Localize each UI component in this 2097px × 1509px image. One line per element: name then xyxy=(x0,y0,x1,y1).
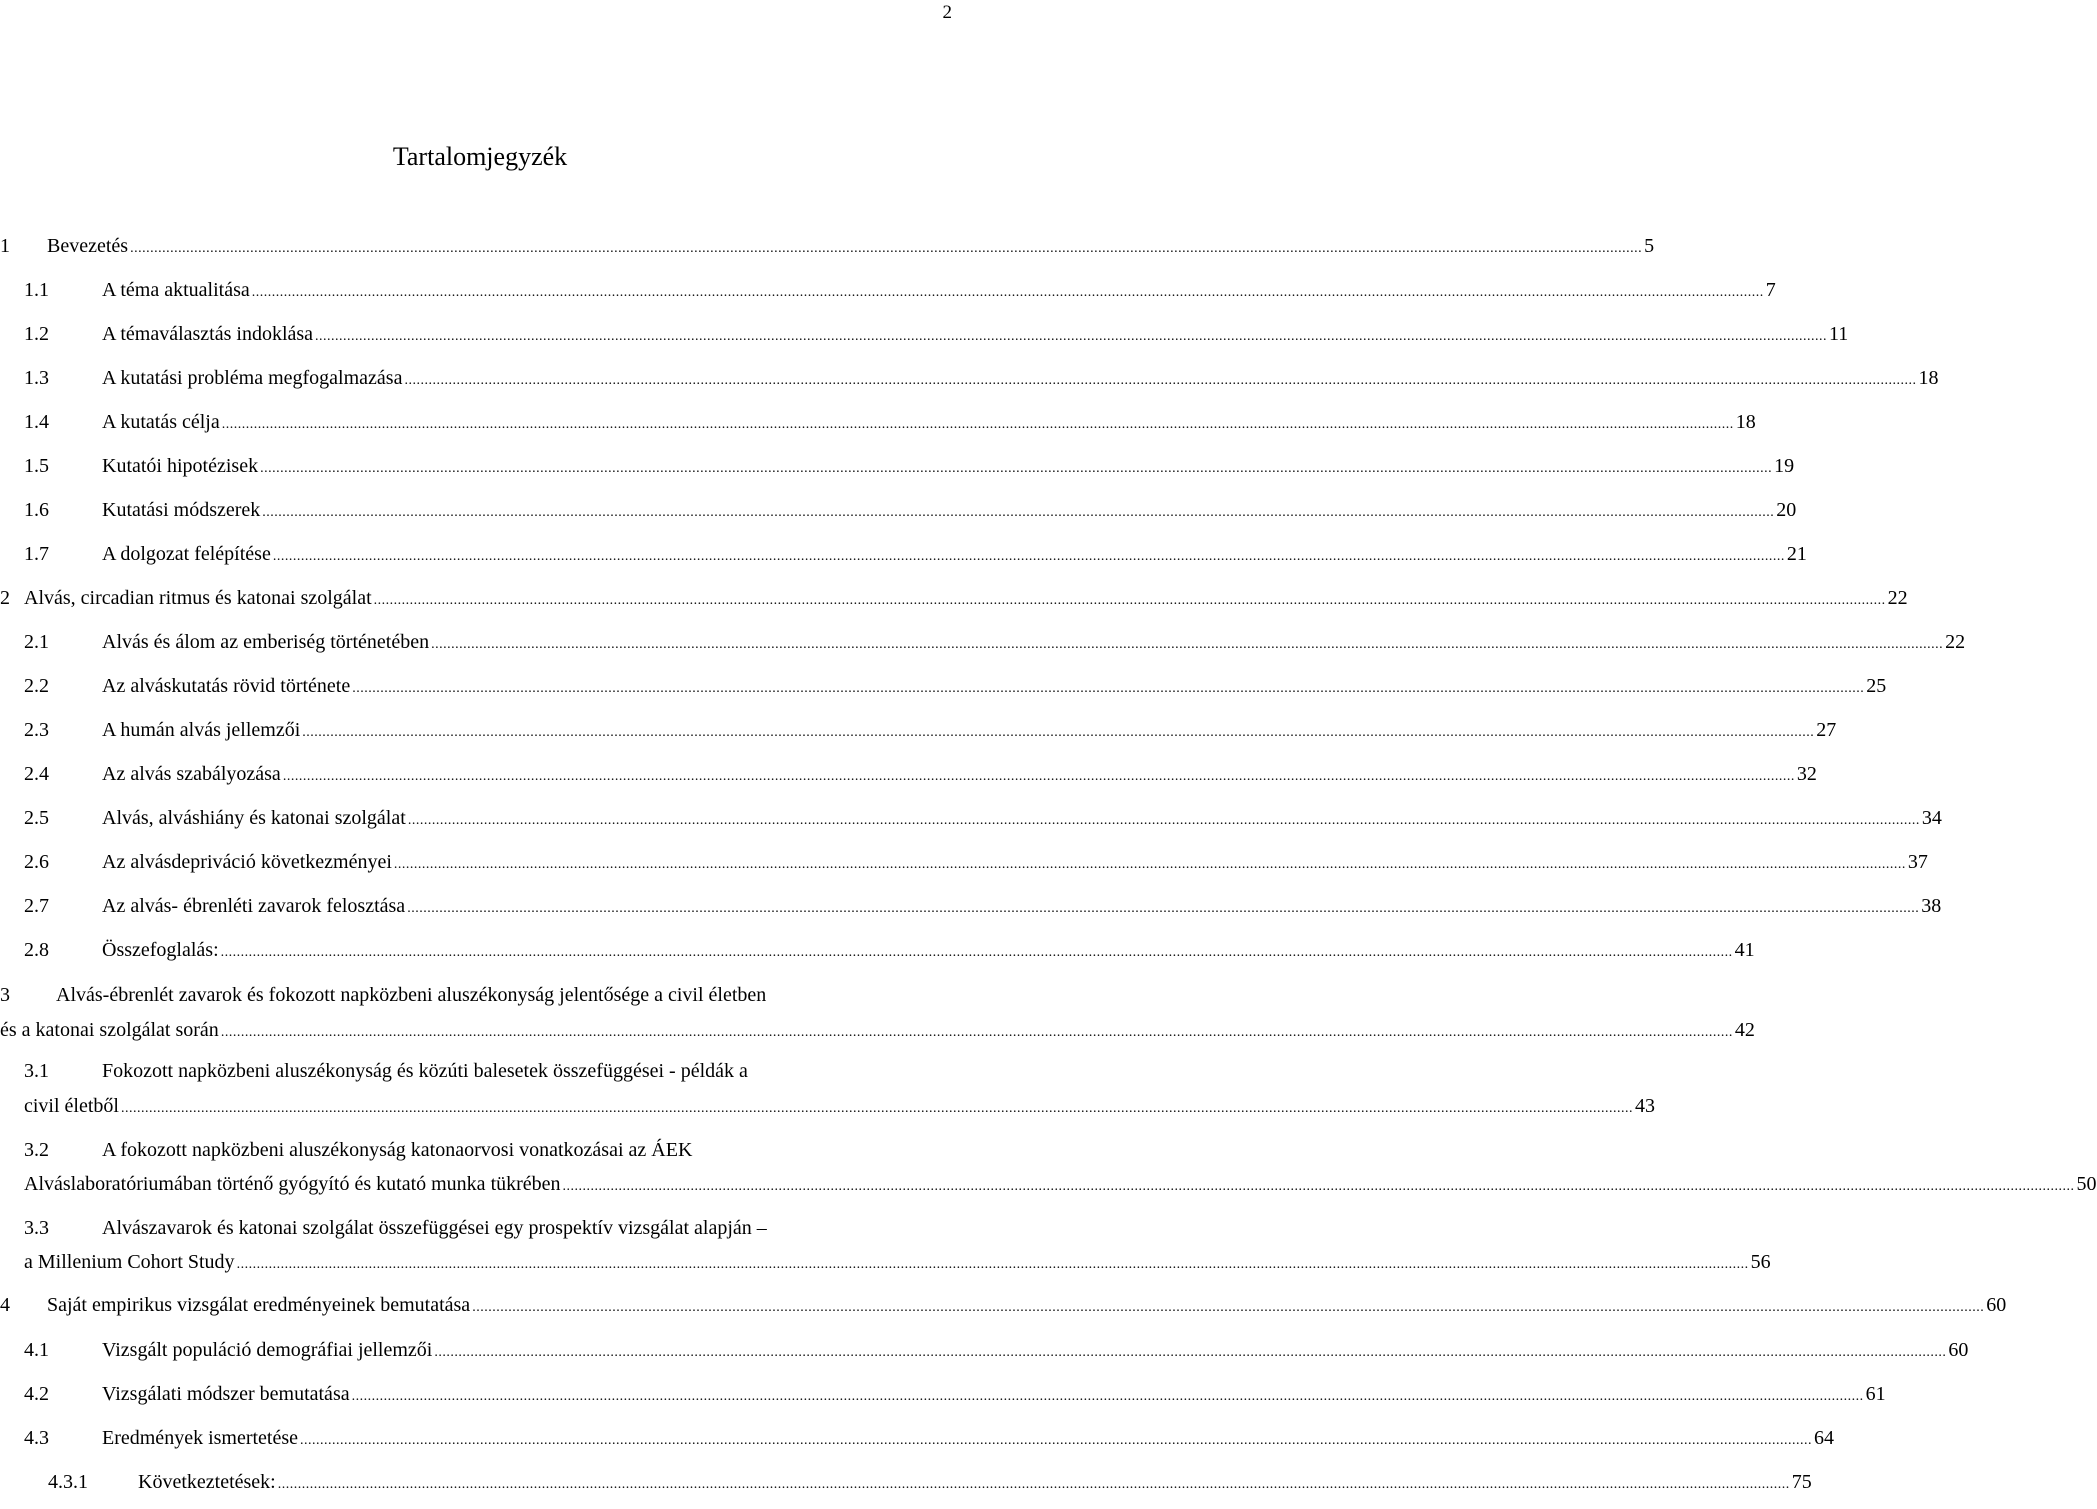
toc-title: Következtetések: xyxy=(138,1470,276,1493)
toc-title: A fokozott napközbeni aluszékonyság katonaorvosi vonatkozásai az ÁEK xyxy=(102,1138,693,1161)
toc-leader-dots: .......................................................................................................................................................................................................................................................................................................................................................................................... xyxy=(220,1025,1733,1040)
toc-entry-3-1-continued[interactable] xyxy=(24,1088,1655,1124)
toc-title-continued: és a katonai szolgálat során xyxy=(0,1018,219,1041)
toc-title: Alvás, circadian ritmus és katonai szolgálat xyxy=(24,586,372,609)
toc-leader-dots: .......................................................................................................................................................................................................................................................................................................................................................................................... xyxy=(221,417,1734,432)
toc-title: Kutatási módszerek xyxy=(102,498,261,521)
toc-leader-dots: .......................................................................................................................................................................................................................................................................................................................................................................................... xyxy=(282,769,1795,784)
toc-leader-dots: .......................................................................................................................................................................................................................................................................................................................................................................................... xyxy=(262,505,1775,520)
toc-title: Alvászavarok és katonai szolgálat összefüggései egy prospektív vizsgálat alapján – xyxy=(102,1216,767,1239)
toc-entry-2-2[interactable] xyxy=(24,668,1887,704)
page-number: 2 xyxy=(942,2,952,23)
toc-title: Az alvás- ébrenléti zavarok felosztása xyxy=(102,894,406,917)
toc-entry-3[interactable] xyxy=(0,977,960,1013)
toc-leader-dots: .......................................................................................................................................................................................................................................................................................................................................................................................... xyxy=(351,1389,1864,1404)
toc-page-number: 38 xyxy=(1921,894,1942,917)
toc-title: A kutatási probléma megfogalmazása xyxy=(102,366,403,389)
page-title: Tartalomjegyzék xyxy=(392,142,568,171)
toc-number: 4 xyxy=(0,1293,10,1316)
toc-leader-dots: .......................................................................................................................................................................................................................................................................................................................................................................................... xyxy=(272,549,1785,564)
toc-entry-1-4[interactable] xyxy=(24,404,1756,440)
toc-number: 1 xyxy=(0,234,10,257)
toc-entry-1-5[interactable] xyxy=(24,448,1795,484)
toc-entry-2-1[interactable] xyxy=(24,624,1966,660)
toc-title: Kutatói hipotézisek xyxy=(102,454,259,477)
toc-number: 4.3 xyxy=(24,1426,49,1449)
toc-number: 2.7 xyxy=(24,894,49,917)
toc-page-number: 34 xyxy=(1921,806,1942,829)
toc-title: Összefoglalás: xyxy=(102,938,219,961)
toc-page-number: 56 xyxy=(1750,1250,1771,1273)
toc-title-continued: Alváslaboratóriumában történő gyógyító és kutató munka tükrében xyxy=(24,1172,561,1195)
toc-page-number: 18 xyxy=(1735,410,1756,433)
toc-page-number: 25 xyxy=(1866,674,1887,697)
toc-entry-3-continued[interactable] xyxy=(0,1012,1755,1048)
toc-entry-2-5[interactable] xyxy=(24,800,1942,836)
toc-title: A téma aktualitása xyxy=(102,278,250,301)
toc-title: Bevezetés xyxy=(47,234,129,257)
toc-leader-dots: .......................................................................................................................................................................................................................................................................................................................................................................................... xyxy=(220,945,1733,960)
toc-leader-dots: .......................................................................................................................................................................................................................................................................................................................................................................................... xyxy=(236,1257,1749,1272)
toc-leader-dots: .......................................................................................................................................................................................................................................................................................................................................................................................... xyxy=(260,461,1773,476)
toc-page-number: 32 xyxy=(1796,762,1817,785)
toc-entry-2[interactable] xyxy=(0,580,1908,616)
toc-page-number: 60 xyxy=(1948,1338,1969,1361)
toc-entry-3-1[interactable] xyxy=(24,1053,960,1089)
toc-leader-dots: .......................................................................................................................................................................................................................................................................................................................................................................................... xyxy=(277,1477,1790,1492)
toc-title: A humán alvás jellemzői xyxy=(102,718,301,741)
toc-page-number: 22 xyxy=(1887,586,1908,609)
toc-page-number: 50 xyxy=(2076,1172,2097,1195)
toc-leader-dots: .......................................................................................................................................................................................................................................................................................................................................................................................... xyxy=(300,1433,1813,1448)
toc-number: 1.2 xyxy=(24,322,49,345)
toc-page-number: 61 xyxy=(1865,1382,1886,1405)
toc-page-number: 41 xyxy=(1734,938,1755,961)
toc-number: 2.6 xyxy=(24,850,49,873)
toc-leader-dots: .......................................................................................................................................................................................................................................................................................................................................................................................... xyxy=(562,1179,2075,1194)
toc-leader-dots: .......................................................................................................................................................................................................................................................................................................................................................................................... xyxy=(315,329,1828,344)
toc-leader-dots: .......................................................................................................................................................................................................................................................................................................................................................................................... xyxy=(404,373,1917,388)
toc-page-number: 43 xyxy=(1634,1094,1655,1117)
toc-page-number: 37 xyxy=(1907,850,1928,873)
toc-title: A kutatás célja xyxy=(102,410,220,433)
toc-entry-4-3-1[interactable] xyxy=(48,1464,1812,1500)
toc-page-number: 20 xyxy=(1776,498,1797,521)
toc-title-continued: civil életből xyxy=(24,1094,119,1117)
toc-page-number: 22 xyxy=(1945,630,1966,653)
toc-title: Az alvásdepriváció következményei xyxy=(102,850,392,873)
toc-title: Fokozott napközbeni aluszékonyság és közúti balesetek összefüggései - példák a xyxy=(102,1059,748,1082)
toc-page-number: 27 xyxy=(1816,718,1837,741)
toc-page-number: 11 xyxy=(1829,322,1849,345)
toc-title: A dolgozat felépítése xyxy=(102,542,271,565)
toc-entry-1-7[interactable] xyxy=(24,536,1807,572)
toc-leader-dots: .......................................................................................................................................................................................................................................................................................................................................................................................... xyxy=(407,901,1920,916)
toc-number: 1.1 xyxy=(24,278,49,301)
toc-number: 2 xyxy=(0,586,10,609)
toc-title: Vizsgálati módszer bemutatása xyxy=(102,1382,350,1405)
toc-leader-dots: .......................................................................................................................................................................................................................................................................................................................................................................................... xyxy=(407,813,1920,828)
toc-entry-2-7[interactable] xyxy=(24,888,1942,924)
toc-entry-2-3[interactable] xyxy=(24,712,1837,748)
toc-number: 2.8 xyxy=(24,938,49,961)
toc-leader-dots: .......................................................................................................................................................................................................................................................................................................................................................................................... xyxy=(434,1345,1947,1360)
toc-number: 2.1 xyxy=(24,630,49,653)
toc-number: 2.5 xyxy=(24,806,49,829)
toc-title-continued: a Millenium Cohort Study xyxy=(24,1250,235,1273)
toc-number: 1.7 xyxy=(24,542,49,565)
toc-entry-1-1[interactable] xyxy=(24,272,1776,308)
toc-title: Alvás-ébrenlét zavarok és fokozott napközbeni aluszékonyság jelentősége a civil életben xyxy=(56,983,767,1006)
toc-entry-4-1[interactable] xyxy=(24,1332,1969,1368)
toc-entry-1-2[interactable] xyxy=(24,316,1849,352)
toc-title: Vizsgált populáció demográfiai jellemzői xyxy=(102,1338,433,1361)
toc-title: Az alvás szabályozása xyxy=(102,762,281,785)
toc-number: 4.2 xyxy=(24,1382,49,1405)
toc-entry-4-3[interactable] xyxy=(24,1420,1835,1456)
toc-title: Alvás és álom az emberiség történetében xyxy=(102,630,430,653)
toc-number: 2.3 xyxy=(24,718,49,741)
toc-title: A témaválasztás indoklása xyxy=(102,322,314,345)
toc-title: Saját empirikus vizsgálat eredményeinek bemutatása xyxy=(47,1293,471,1316)
toc-title: Eredmények ismertetése xyxy=(102,1426,299,1449)
toc-number: 3.3 xyxy=(24,1216,49,1239)
toc-entry-4[interactable] xyxy=(0,1287,2007,1323)
toc-number: 2.2 xyxy=(24,674,49,697)
toc-entry-1-3[interactable] xyxy=(24,360,1939,396)
toc-number: 1.5 xyxy=(24,454,49,477)
toc-page-number: 42 xyxy=(1734,1018,1755,1041)
toc-number: 3.2 xyxy=(24,1138,49,1161)
toc-number: 1.6 xyxy=(24,498,49,521)
toc-entry-2-8[interactable] xyxy=(24,932,1755,968)
toc-entry-2-6[interactable] xyxy=(24,844,1928,880)
toc-page-number: 60 xyxy=(1986,1293,2007,1316)
toc-leader-dots: .......................................................................................................................................................................................................................................................................................................................................................................................... xyxy=(352,681,1865,696)
toc-entry-3-3[interactable] xyxy=(24,1210,960,1246)
toc-number: 1.4 xyxy=(24,410,49,433)
toc-leader-dots: .......................................................................................................................................................................................................................................................................................................................................................................................... xyxy=(431,637,1944,652)
toc-leader-dots: .......................................................................................................................................................................................................................................................................................................................................................................................... xyxy=(130,241,1643,256)
toc-number: 3.1 xyxy=(24,1059,49,1082)
toc-number: 2.4 xyxy=(24,762,49,785)
toc-page-number: 19 xyxy=(1774,454,1795,477)
toc-leader-dots: .......................................................................................................................................................................................................................................................................................................................................................................................... xyxy=(251,285,1764,300)
toc-number: 3 xyxy=(0,983,10,1006)
toc-leader-dots: .......................................................................................................................................................................................................................................................................................................................................................................................... xyxy=(373,593,1886,608)
toc-entry-4-2[interactable] xyxy=(24,1376,1886,1412)
toc-leader-dots: .......................................................................................................................................................................................................................................................................................................................................................................................... xyxy=(302,725,1815,740)
toc-entry-3-2[interactable] xyxy=(24,1132,960,1168)
toc-leader-dots: .......................................................................................................................................................................................................................................................................................................................................................................................... xyxy=(472,1300,1985,1315)
toc-entry-3-2-continued[interactable] xyxy=(24,1166,2097,1202)
toc-entry-2-4[interactable] xyxy=(24,756,1817,792)
toc-page-number: 75 xyxy=(1791,1470,1812,1493)
toc-leader-dots: .......................................................................................................................................................................................................................................................................................................................................................................................... xyxy=(120,1101,1633,1116)
toc-leader-dots: .......................................................................................................................................................................................................................................................................................................................................................................................... xyxy=(393,857,1906,872)
toc-page-number: 5 xyxy=(1644,234,1655,257)
toc-entry-1[interactable] xyxy=(0,228,1655,264)
toc-page-number: 21 xyxy=(1786,542,1807,565)
toc-title: Az alváskutatás rövid története xyxy=(102,674,351,697)
toc-entry-1-6[interactable] xyxy=(24,492,1797,528)
toc-page-number: 64 xyxy=(1814,1426,1835,1449)
toc-entry-3-3-continued[interactable] xyxy=(24,1244,1771,1280)
toc-title: Alvás, alváshiány és katonai szolgálat xyxy=(102,806,406,829)
toc-page-number: 7 xyxy=(1765,278,1776,301)
toc-number: 1.3 xyxy=(24,366,49,389)
toc-number: 4.1 xyxy=(24,1338,49,1361)
toc-number: 4.3.1 xyxy=(48,1470,88,1493)
toc-page-number: 18 xyxy=(1918,366,1939,389)
